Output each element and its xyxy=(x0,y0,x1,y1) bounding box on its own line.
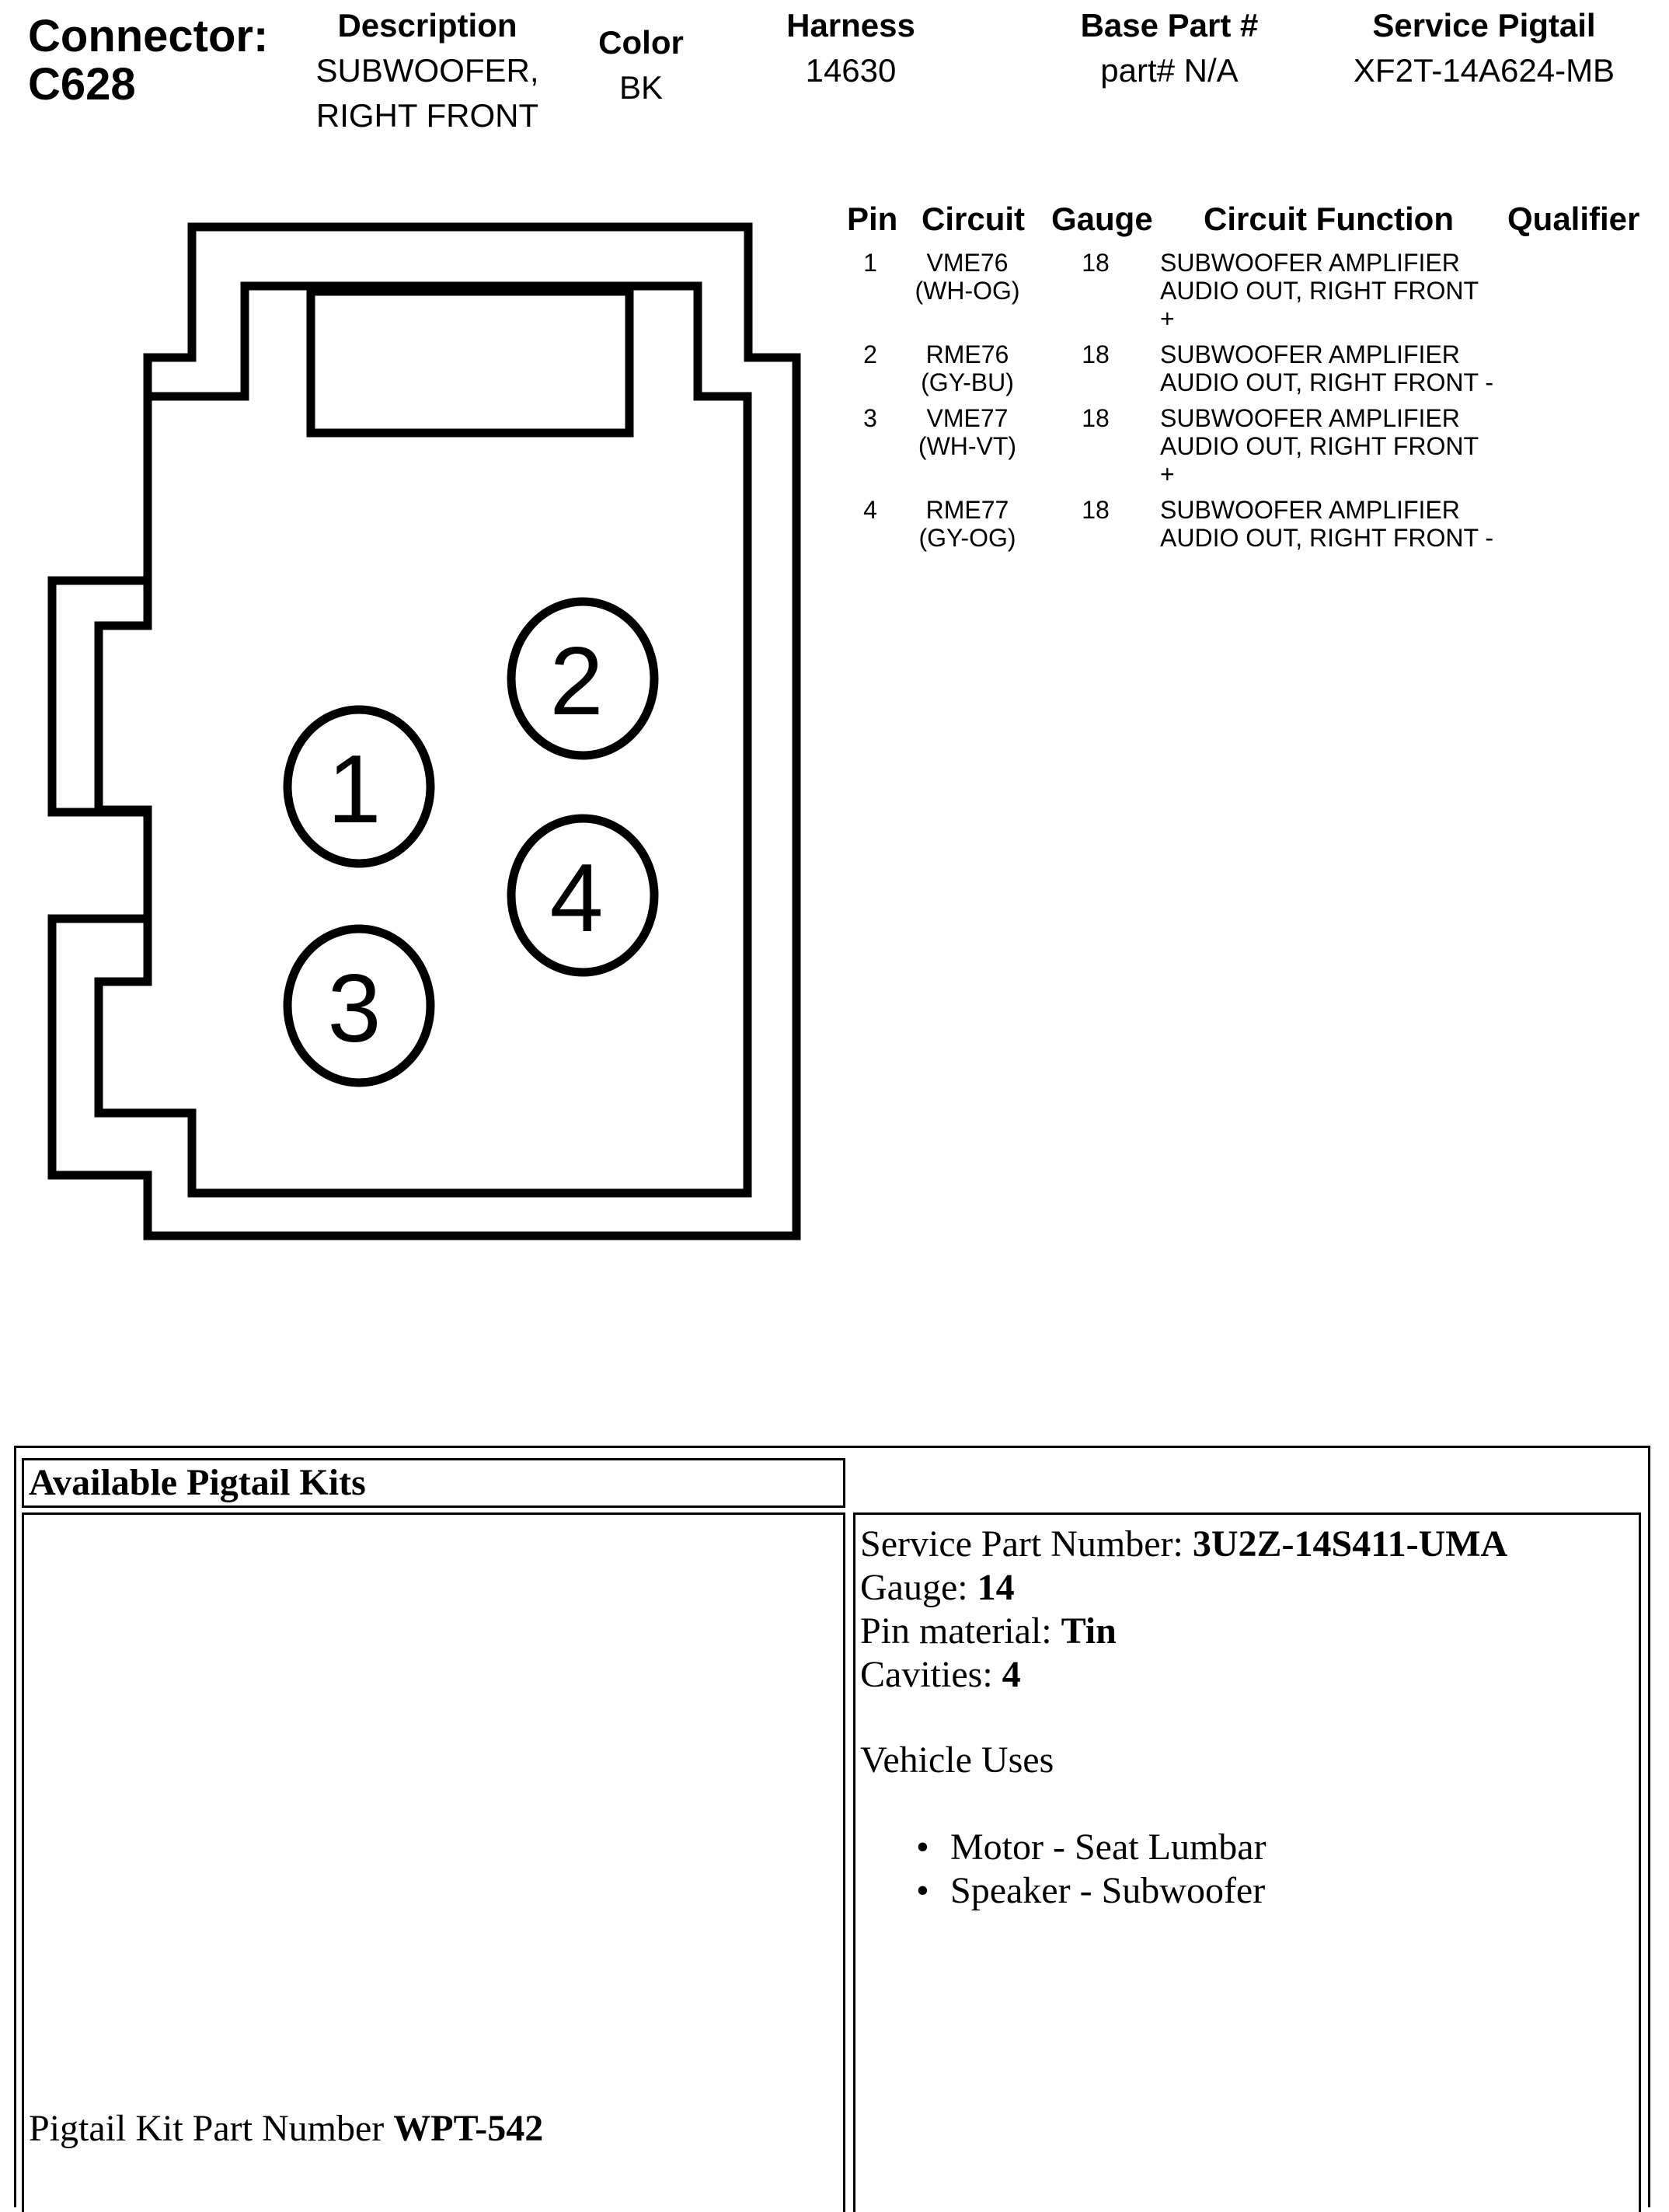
function-line1: SUBWOOFER AMPLIFIER xyxy=(1160,340,1460,368)
circuit-id: RME77 xyxy=(925,496,1009,524)
service-pigtail-column xyxy=(1321,3,1647,93)
connector-label: Connector: xyxy=(28,11,269,61)
vehicle-uses-list xyxy=(916,1826,1267,1913)
pigtail-gauge xyxy=(860,1566,1015,1610)
cavities xyxy=(860,1653,1021,1697)
pin-number: 3 xyxy=(863,404,877,432)
gauge-value: 18 xyxy=(1082,340,1110,368)
pigtail-kit-panel xyxy=(22,1512,845,2212)
function-line2: AUDIO OUT, RIGHT FRONT - xyxy=(1160,368,1494,396)
connector-title xyxy=(28,12,268,109)
list-item xyxy=(916,1869,1267,1913)
circuit-cell xyxy=(901,340,1033,396)
pigtail-gauge-value: 14 xyxy=(977,1567,1015,1608)
connector-latch-window xyxy=(311,291,629,433)
base-part-column xyxy=(1041,3,1298,93)
pin-cavity-label: 3 xyxy=(327,955,382,1062)
gauge-value: 18 xyxy=(1082,404,1110,432)
vehicle-use-text: Speaker - Subwoofer xyxy=(950,1870,1266,1911)
description-line2: RIGHT FRONT xyxy=(315,97,539,134)
function-line3: + xyxy=(1160,305,1175,333)
wire-color: (GY-BU) xyxy=(921,368,1014,396)
cavities-value: 4 xyxy=(1002,1654,1021,1695)
vehicle-uses-heading: Vehicle Uses xyxy=(860,1739,1054,1781)
circuit-cell xyxy=(901,496,1033,552)
pin-material-value: Tin xyxy=(1061,1610,1117,1652)
harness-column xyxy=(738,3,963,93)
pin-number: 4 xyxy=(863,496,877,524)
base-part-value: part# N/A xyxy=(1100,52,1239,89)
color-column xyxy=(575,20,707,110)
wire-color: (WH-OG) xyxy=(915,277,1020,305)
description-line1: SUBWOOFER, xyxy=(315,52,539,89)
service-part-number xyxy=(860,1523,1507,1566)
pigtail-gauge-label: Gauge: xyxy=(860,1567,977,1608)
circuit-id: RME76 xyxy=(925,340,1009,368)
bullet-icon: • xyxy=(916,1826,929,1868)
kit-part-label: Pigtail Kit Part Number xyxy=(29,2108,394,2149)
connector-id: C628 xyxy=(28,59,136,110)
function-line2: AUDIO OUT, RIGHT FRONT xyxy=(1160,432,1479,460)
connector-outer-housing xyxy=(52,227,796,1236)
service-part-value: 3U2Z-14S411-UMA xyxy=(1192,1523,1508,1565)
wire-color: (GY-OG) xyxy=(918,524,1016,552)
function-cell xyxy=(1160,340,1525,396)
pigtail-kit-part-number xyxy=(29,2107,543,2150)
description-column xyxy=(295,3,559,138)
pigtail-details-panel xyxy=(853,1512,1641,2212)
kit-part-value: WPT-542 xyxy=(393,2108,544,2149)
function-line1: SUBWOOFER AMPLIFIER xyxy=(1160,249,1460,277)
function-cell xyxy=(1160,496,1525,552)
pin-header: Pin xyxy=(847,201,898,237)
pin-cavity-label: 1 xyxy=(327,736,382,843)
circuit-id: VME77 xyxy=(926,404,1009,432)
circuit-id: VME76 xyxy=(926,249,1009,277)
base-part-label: Base Part # xyxy=(1080,7,1259,44)
gauge-header: Gauge xyxy=(1051,201,1153,237)
pin-material xyxy=(860,1610,1117,1653)
service-pigtail-value: XF2T-14A624-MB xyxy=(1353,52,1615,89)
gauge-value: 18 xyxy=(1082,496,1110,524)
function-line2: AUDIO OUT, RIGHT FRONT xyxy=(1160,277,1479,305)
function-line1: SUBWOOFER AMPLIFIER xyxy=(1160,496,1460,524)
harness-label: Harness xyxy=(786,7,915,44)
wire-color: (WH-VT) xyxy=(918,432,1017,460)
vehicle-use-text: Motor - Seat Lumbar xyxy=(950,1826,1267,1868)
connector-face-diagram xyxy=(0,194,839,1267)
bullet-icon: • xyxy=(916,1870,929,1911)
cavities-label: Cavities: xyxy=(860,1654,1002,1695)
list-item xyxy=(916,1826,1267,1869)
pin-number: 2 xyxy=(863,340,877,368)
service-part-label: Service Part Number: xyxy=(860,1523,1193,1565)
qualifier-header: Qualifier xyxy=(1507,201,1640,237)
function-line1: SUBWOOFER AMPLIFIER xyxy=(1160,404,1460,432)
function-cell xyxy=(1160,404,1525,488)
pigtail-kits-title: Available Pigtail Kits xyxy=(22,1458,845,1508)
function-line2: AUDIO OUT, RIGHT FRONT - xyxy=(1160,524,1494,552)
pin-number: 1 xyxy=(863,249,877,277)
color-value: BK xyxy=(618,69,664,106)
circuit-cell xyxy=(901,404,1033,460)
circuit-cell xyxy=(901,249,1033,305)
gauge-value: 18 xyxy=(1082,249,1110,277)
pin-cavity-label: 2 xyxy=(549,628,604,735)
function-cell xyxy=(1160,249,1525,333)
pin-cavity-label: 4 xyxy=(549,845,604,952)
function-header: Circuit Function xyxy=(1204,201,1454,237)
pin-material-label: Pin material: xyxy=(860,1610,1061,1652)
service-pigtail-label: Service Pigtail xyxy=(1372,7,1596,44)
description-label: Description xyxy=(337,7,517,44)
circuit-header: Circuit xyxy=(922,201,1026,237)
connector-inner-housing xyxy=(99,286,747,1193)
color-label: Color xyxy=(598,24,684,61)
function-line3: + xyxy=(1160,460,1175,488)
harness-value: 14630 xyxy=(805,52,897,89)
